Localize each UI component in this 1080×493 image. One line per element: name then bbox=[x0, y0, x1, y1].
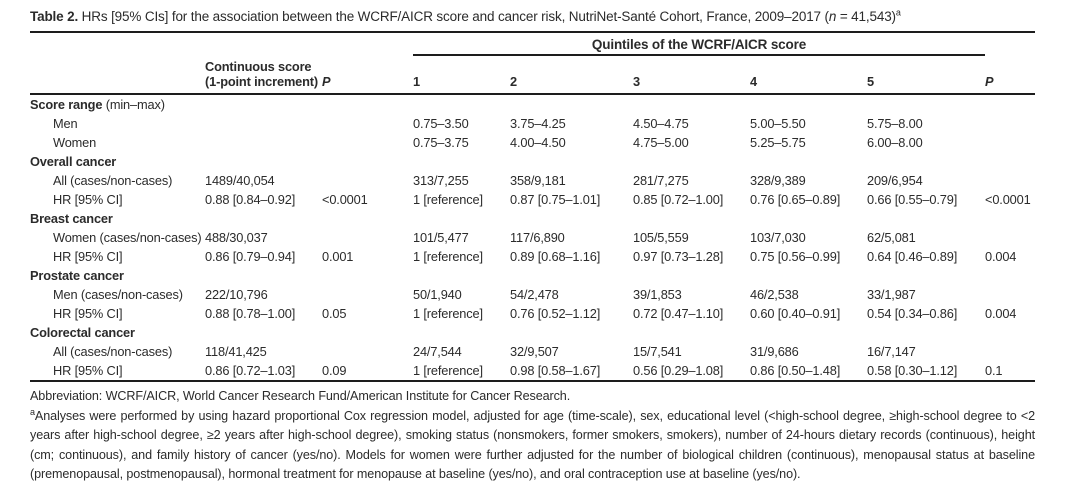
footnote-a-text: Analyses were performed by using hazard proportional Cox regression model, adjusted for age (time-scale), sex, educational level (<high-school degree, ≥high-school degree to <2 years after high-school degree, ≥2 years after high-school degree), smoking status (nonsmokers, former smokers, smokers), number of 24-hours dietary records (continuous), height (cm; continuous), and family history of cancer (yes/no). Models for women were further adjusted for the number of biological children (continuous), menopausal status at baseline (premenopausal, postmenopausal), hormonal treatment for menopause at baseline (yes/no), and oral contraception use at baseline (yes/no). bbox=[30, 408, 1035, 481]
cell-quintile-1: 1 [reference] bbox=[413, 363, 483, 378]
title-n-variable: n bbox=[828, 9, 837, 24]
data-row bbox=[30, 304, 1035, 323]
quintile-4-header: 4 bbox=[750, 55, 867, 94]
section-label: Colorectal cancer bbox=[30, 325, 135, 340]
cell-quintile-4: 0.75 [0.56–0.99] bbox=[750, 249, 841, 264]
cell-quintile-3: 105/5,559 bbox=[633, 230, 689, 245]
cell-p-value bbox=[322, 171, 413, 190]
data-row bbox=[30, 171, 1035, 190]
cell-continuous-score: 1489/40,054 bbox=[205, 173, 275, 188]
p-trend-header: P bbox=[985, 55, 1035, 94]
data-row bbox=[30, 133, 1035, 152]
cell-quintile-3: 39/1,853 bbox=[633, 287, 682, 302]
cell-quintile-1: 50/1,940 bbox=[413, 287, 462, 302]
row-label: HR [95% CI] bbox=[53, 249, 123, 264]
cell-quintile-2: 0.87 [0.75–1.01] bbox=[510, 192, 601, 207]
cell-p-trend: 0.004 bbox=[985, 306, 1017, 321]
spanner-spacer bbox=[30, 33, 413, 55]
cell-quintile-5: 0.66 [0.55–0.79] bbox=[867, 192, 958, 207]
quintiles-spanner: Quintiles of the WCRF/AICR score bbox=[413, 33, 985, 55]
cell-quintile-5: 0.54 [0.34–0.86] bbox=[867, 306, 958, 321]
row-label: Men (cases/non-cases) bbox=[53, 287, 183, 302]
cell-p-value bbox=[322, 342, 413, 361]
cell-quintile-5: 0.58 [0.30–1.12] bbox=[867, 363, 958, 378]
table-title-text: HRs [95% CIs] for the association between the WCRF/AICR score and cancer risk, NutriNet-Santé Cohort, France, 2009–2017 ( bbox=[78, 9, 829, 24]
cell-continuous-score: 488/30,037 bbox=[205, 230, 268, 245]
spanner-spacer-right bbox=[985, 33, 1035, 55]
cell-quintile-3: 4.75–5.00 bbox=[633, 135, 689, 150]
cell-p-trend bbox=[985, 228, 1035, 247]
quintile-3-header: 3 bbox=[633, 55, 750, 94]
cell-p-value bbox=[322, 285, 413, 304]
cell-quintile-2: 0.98 [0.58–1.67] bbox=[510, 363, 601, 378]
cell-quintile-2: 32/9,507 bbox=[510, 344, 559, 359]
cell-quintile-2: 3.75–4.25 bbox=[510, 116, 566, 131]
cell-quintile-3: 0.97 [0.73–1.28] bbox=[633, 249, 724, 264]
row-label: HR [95% CI] bbox=[53, 363, 123, 378]
cell-p-trend: 0.1 bbox=[985, 363, 1003, 378]
section-label: Score range (min–max) bbox=[30, 97, 165, 112]
cell-p-value: 0.05 bbox=[322, 306, 347, 321]
cell-quintile-2: 0.89 [0.68–1.16] bbox=[510, 249, 601, 264]
row-label: All (cases/non-cases) bbox=[53, 344, 173, 359]
cell-p-value: <0.0001 bbox=[322, 192, 368, 207]
section-label: Prostate cancer bbox=[30, 268, 124, 283]
row-label: All (cases/non-cases) bbox=[53, 173, 173, 188]
data-row bbox=[30, 114, 1035, 133]
cell-quintile-5: 5.75–8.00 bbox=[867, 116, 923, 131]
section-row bbox=[30, 323, 1035, 342]
cell-continuous-score: 0.86 [0.72–1.03] bbox=[205, 363, 296, 378]
cell-p-trend: 0.004 bbox=[985, 249, 1017, 264]
cell-p-trend bbox=[985, 285, 1035, 304]
title-n-value: = 41,543) bbox=[836, 9, 896, 24]
results-table bbox=[30, 33, 1035, 382]
cell-continuous-score: 0.88 [0.84–0.92] bbox=[205, 192, 296, 207]
cell-p-value: 0.001 bbox=[322, 249, 354, 264]
quintile-1-header: 1 bbox=[413, 55, 510, 94]
cell-quintile-4: 0.86 [0.50–1.48] bbox=[750, 363, 841, 378]
footnote-a bbox=[30, 407, 1035, 485]
cell-quintile-1: 24/7,544 bbox=[413, 344, 462, 359]
cell-p-trend bbox=[985, 342, 1035, 361]
footnote-a-marker: a bbox=[30, 406, 35, 417]
p-value-header: P bbox=[322, 55, 413, 94]
cell-continuous-score bbox=[205, 114, 322, 133]
cell-quintile-1: 1 [reference] bbox=[413, 192, 483, 207]
section-label: Overall cancer bbox=[30, 154, 117, 169]
cell-quintile-1: 0.75–3.50 bbox=[413, 116, 469, 131]
row-label-header bbox=[30, 55, 205, 94]
cell-quintile-4: 5.25–5.75 bbox=[750, 135, 806, 150]
cell-quintile-3: 0.85 [0.72–1.00] bbox=[633, 192, 724, 207]
data-row bbox=[30, 190, 1035, 209]
cell-quintile-1: 101/5,477 bbox=[413, 230, 469, 245]
table-number: Table 2. bbox=[30, 9, 79, 24]
title-footnote-marker: a bbox=[895, 7, 901, 18]
cell-continuous-score: 0.86 [0.79–0.94] bbox=[205, 249, 296, 264]
cell-p-trend bbox=[985, 171, 1035, 190]
cell-quintile-3: 0.72 [0.47–1.10] bbox=[633, 306, 724, 321]
row-label: HR [95% CI] bbox=[53, 306, 123, 321]
cell-quintile-4: 5.00–5.50 bbox=[750, 116, 806, 131]
cell-continuous-score bbox=[205, 133, 322, 152]
row-label: HR [95% CI] bbox=[53, 192, 123, 207]
cell-p-trend bbox=[985, 133, 1035, 152]
spanner-row bbox=[30, 33, 1035, 55]
cell-quintile-5: 6.00–8.00 bbox=[867, 135, 923, 150]
cell-p-value bbox=[322, 114, 413, 133]
section-label: Breast cancer bbox=[30, 211, 113, 226]
cell-p-value bbox=[322, 228, 413, 247]
row-label: Women bbox=[53, 135, 97, 150]
cell-p-value bbox=[322, 133, 413, 152]
data-row bbox=[30, 247, 1035, 266]
cell-continuous-score: 118/41,425 bbox=[205, 344, 267, 359]
section-row bbox=[30, 209, 1035, 228]
cell-quintile-1: 313/7,255 bbox=[413, 173, 469, 188]
data-row bbox=[30, 361, 1035, 381]
cell-quintile-2: 4.00–4.50 bbox=[510, 135, 566, 150]
cell-quintile-2: 358/9,181 bbox=[510, 173, 566, 188]
cell-quintile-5: 16/7,147 bbox=[867, 344, 916, 359]
cell-p-value: 0.09 bbox=[322, 363, 347, 378]
cell-quintile-4: 0.76 [0.65–0.89] bbox=[750, 192, 841, 207]
cell-quintile-1: 1 [reference] bbox=[413, 306, 483, 321]
data-row bbox=[30, 228, 1035, 247]
section-row bbox=[30, 152, 1035, 171]
data-row bbox=[30, 285, 1035, 304]
cell-quintile-5: 33/1,987 bbox=[867, 287, 916, 302]
section-row bbox=[30, 94, 1035, 114]
cell-quintile-4: 328/9,389 bbox=[750, 173, 806, 188]
cell-quintile-2: 0.76 [0.52–1.12] bbox=[510, 306, 601, 321]
cell-continuous-score: 222/10,796 bbox=[205, 287, 268, 302]
row-label: Men bbox=[53, 116, 78, 131]
cell-quintile-3: 15/7,541 bbox=[633, 344, 682, 359]
cell-quintile-5: 62/5,081 bbox=[867, 230, 916, 245]
table-title bbox=[30, 9, 1035, 33]
continuous-score-header-line1: Continuous score bbox=[205, 59, 312, 74]
cell-quintile-3: 0.56 [0.29–1.08] bbox=[633, 363, 724, 378]
cell-quintile-4: 31/9,686 bbox=[750, 344, 799, 359]
cell-quintile-3: 4.50–4.75 bbox=[633, 116, 689, 131]
section-row bbox=[30, 266, 1035, 285]
continuous-score-header-line2: (1-point increment) bbox=[205, 74, 319, 89]
cell-quintile-1: 1 [reference] bbox=[413, 249, 483, 264]
cell-quintile-2: 117/6,890 bbox=[510, 230, 565, 245]
footnotes bbox=[30, 382, 1035, 485]
cell-p-trend: <0.0001 bbox=[985, 192, 1031, 207]
column-header-row bbox=[30, 55, 1035, 94]
quintile-5-header: 5 bbox=[867, 55, 985, 94]
data-row bbox=[30, 342, 1035, 361]
cell-quintile-4: 103/7,030 bbox=[750, 230, 806, 245]
row-label: Women (cases/non-cases) bbox=[53, 230, 202, 245]
cell-quintile-1: 0.75–3.75 bbox=[413, 135, 469, 150]
cell-quintile-5: 209/6,954 bbox=[867, 173, 923, 188]
cell-p-trend bbox=[985, 114, 1035, 133]
cell-quintile-2: 54/2,478 bbox=[510, 287, 559, 302]
cell-quintile-4: 0.60 [0.40–0.91] bbox=[750, 306, 841, 321]
table-body bbox=[30, 94, 1035, 381]
cell-quintile-4: 46/2,538 bbox=[750, 287, 799, 302]
abbreviation-note: Abbreviation: WCRF/AICR, World Cancer Research Fund/American Institute for Cancer Research. bbox=[30, 389, 571, 403]
continuous-score-header bbox=[205, 55, 322, 94]
cell-quintile-5: 0.64 [0.46–0.89] bbox=[867, 249, 958, 264]
cell-continuous-score: 0.88 [0.78–1.00] bbox=[205, 306, 296, 321]
cell-quintile-3: 281/7,275 bbox=[633, 173, 689, 188]
quintile-2-header: 2 bbox=[510, 55, 633, 94]
